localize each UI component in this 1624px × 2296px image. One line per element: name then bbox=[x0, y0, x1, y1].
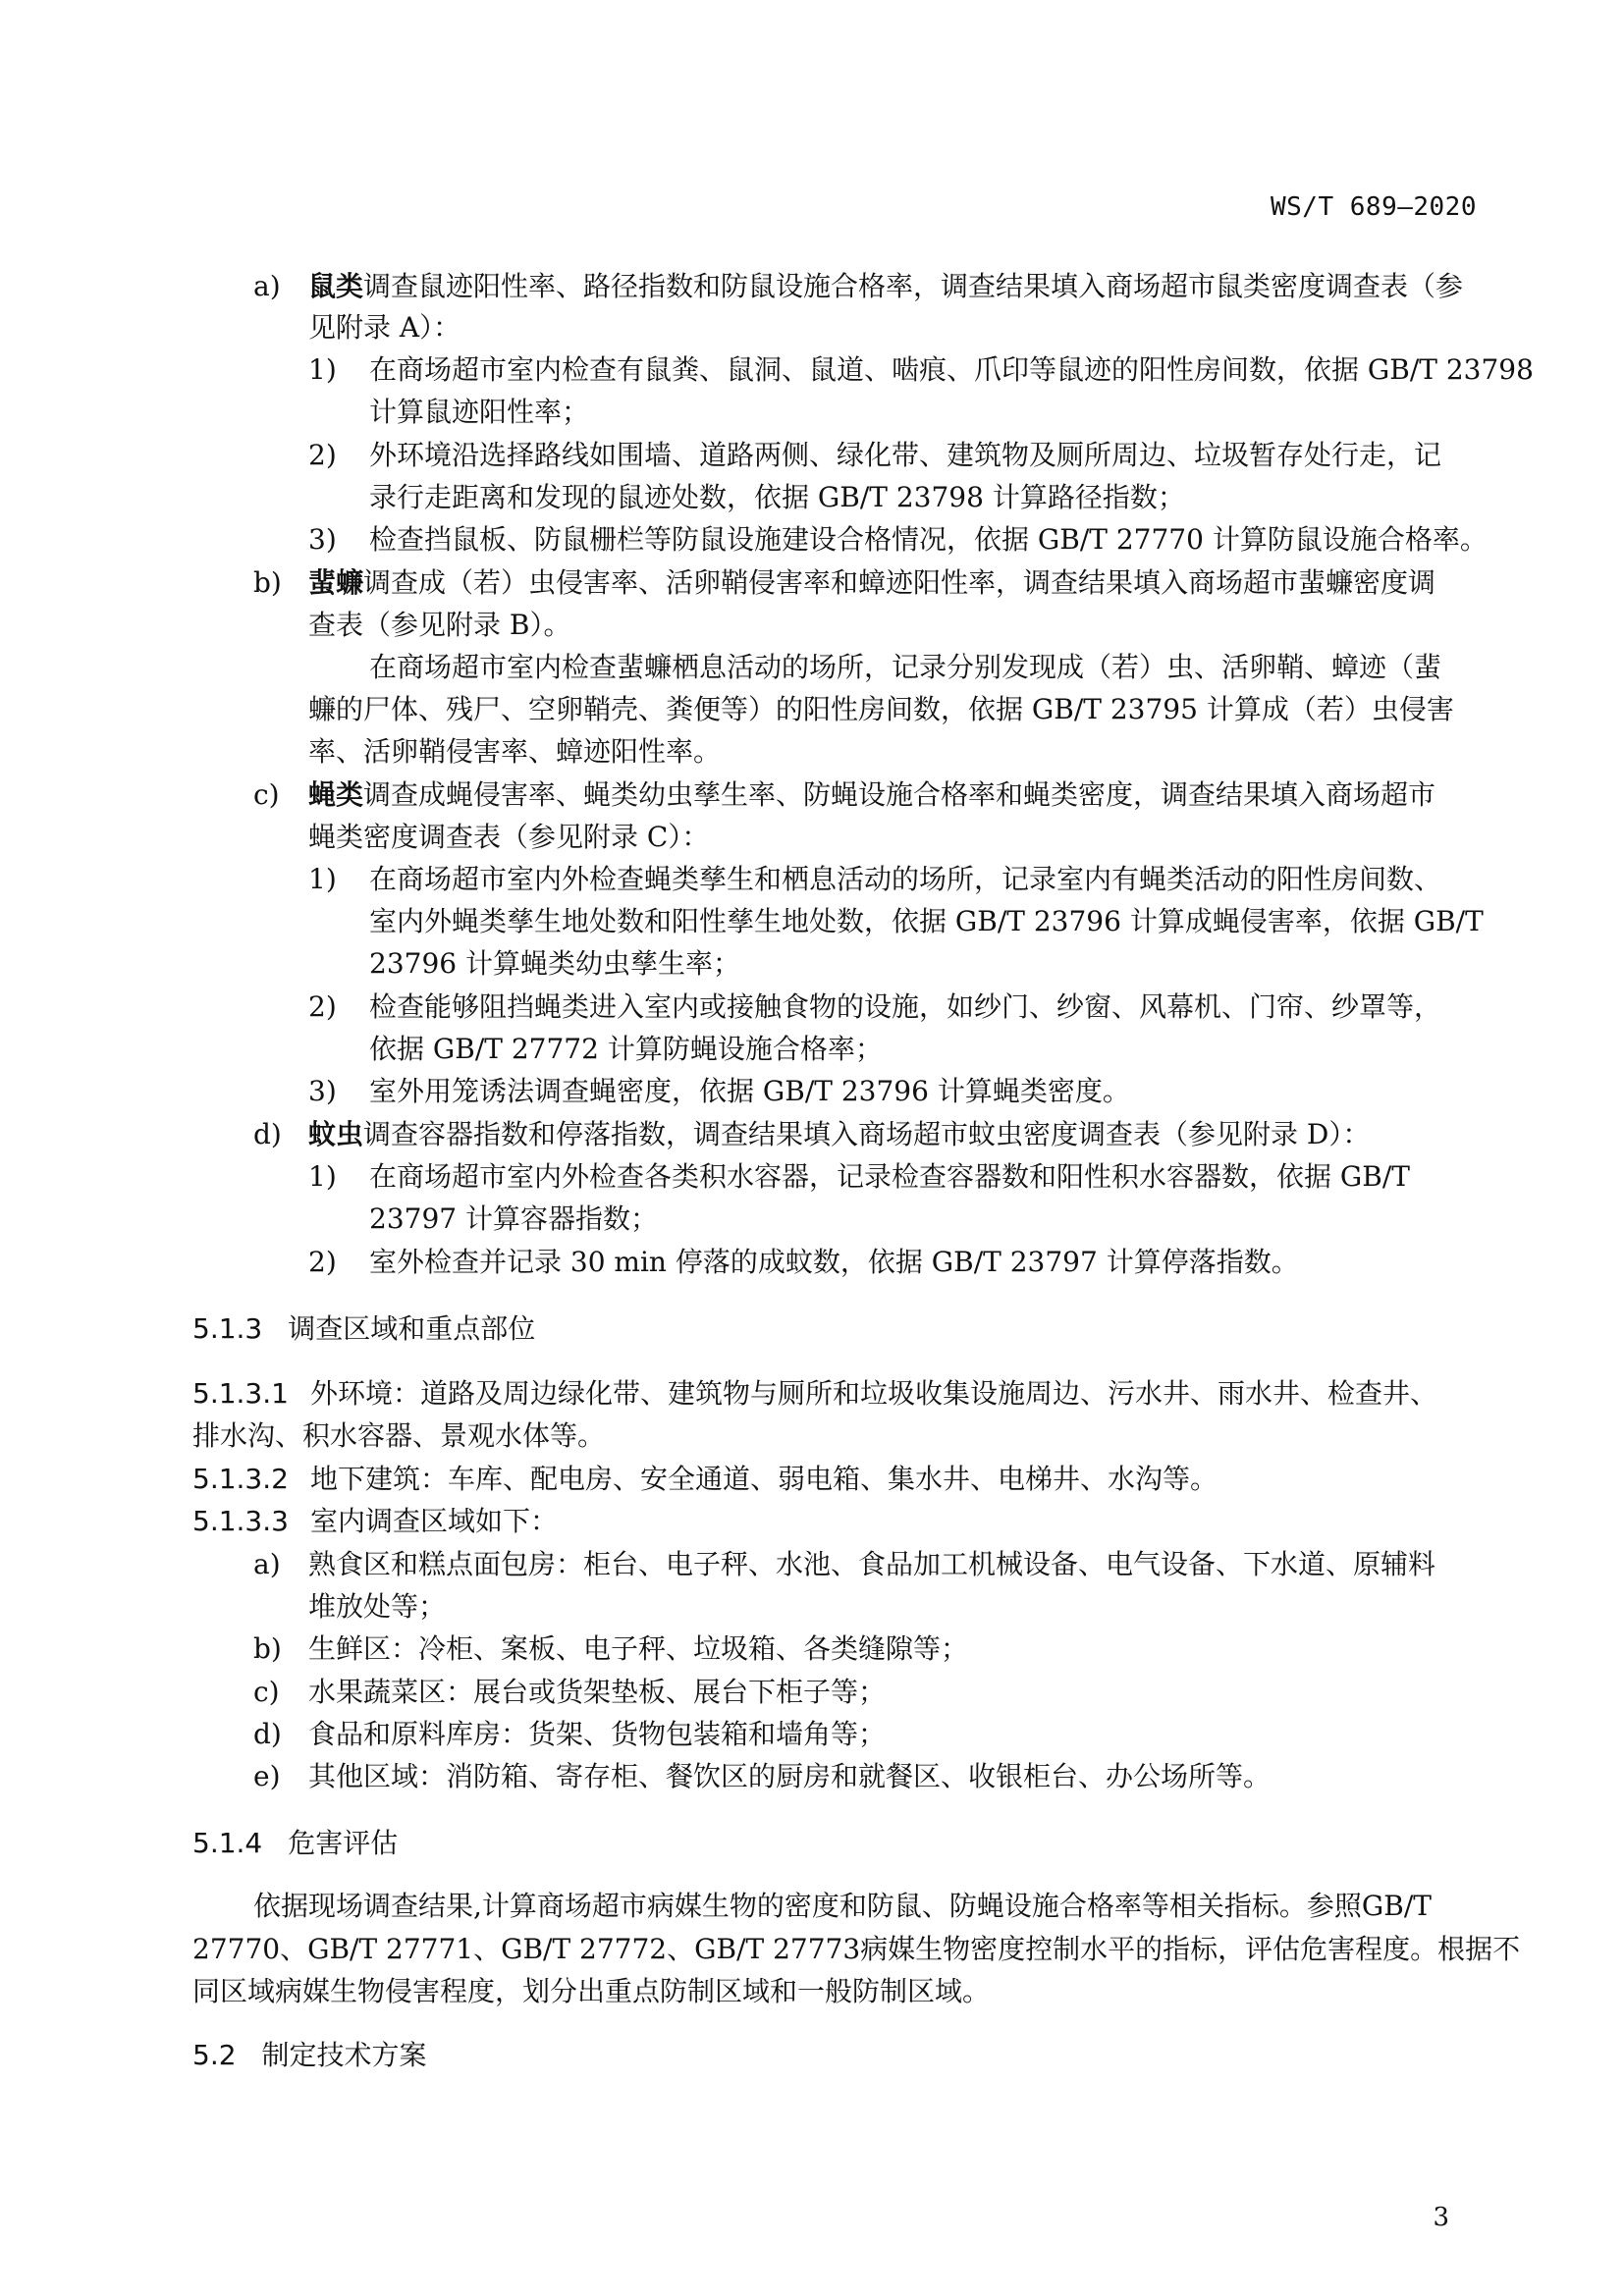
item-b-line bbox=[308, 563, 1435, 603]
section-heading bbox=[192, 1309, 535, 1349]
clause-number: 5.1.3.3 bbox=[192, 1505, 289, 1537]
item-marker: b) bbox=[253, 566, 282, 599]
sub-marker: 1) bbox=[308, 863, 337, 895]
sub-item-text: 在商场超市室内外检查各类积水容器，记录检查容器数和阳性积水容器数，依据 GB/T bbox=[369, 1160, 1410, 1193]
paragraph-text: 率、活卵鞘侵害率、蟑迹阳性率。 bbox=[308, 735, 722, 768]
item-text: 蝇类密度调查表（参见附录 C）： bbox=[308, 821, 710, 853]
clause-5-1-3-3 bbox=[192, 1502, 558, 1541]
sub-item-text: 室内外蝇类孳生地处数和阳性孳生地处数，依据 GB/T 23796 计算成蝇侵害率，依据 GB/T bbox=[369, 905, 1484, 937]
clause-text: 外环境：道路及周边绿化带、建筑物与厕所和垃圾收集设施周边、污水井、雨水井、检查井、 bbox=[309, 1377, 1437, 1410]
sub-marker: 2) bbox=[308, 439, 337, 471]
sub-item-text: 室外用笼诱法调查蝇密度，依据 GB/T 23796 计算蝇类密度。 bbox=[369, 1075, 1130, 1107]
paragraph-text: 依据现场调查结果,计算商场超市病媒生物的密度和防鼠、防蝇设施合格率等相关指标。参照GB/T bbox=[253, 1890, 1432, 1922]
item-text: 查表（参见附录 B）。 bbox=[308, 609, 571, 641]
term-mosquito: 蚊虫 bbox=[308, 1118, 364, 1150]
clause-text: 排水沟、积水容器、景观水体等。 bbox=[192, 1419, 606, 1452]
term-rodent: 鼠类 bbox=[308, 270, 364, 302]
section-heading bbox=[192, 1824, 398, 1863]
list-marker: b) bbox=[253, 1632, 282, 1665]
sub-marker: 2) bbox=[308, 990, 337, 1023]
item-marker: a) bbox=[253, 270, 281, 302]
list-item-text: 食品和原料库房：货架、货物包装箱和墙角等； bbox=[308, 1718, 887, 1750]
item-text: 调查成蝇侵害率、蝇类幼虫孳生率、防蝇设施合格率和蝇类密度，调查结果填入商场超市 bbox=[363, 778, 1436, 811]
sub-item-text: 计算鼠迹阳性率； bbox=[369, 396, 590, 428]
sub-marker: 1) bbox=[308, 1160, 337, 1193]
item-text: 调查容器指数和停落指数，调查结果填入商场超市蚊虫密度调查表（参见附录 D）： bbox=[363, 1118, 1371, 1150]
sub-item-text: 检查挡鼠板、防鼠栅栏等防鼠设施建设合格情况，依据 GB/T 27770 计算防鼠设施合格率。 bbox=[369, 523, 1488, 556]
sub-item-text: 检查能够阻挡蝇类进入室内或接触食物的设施，如纱门、纱窗、风幕机、门帘、纱罩等， bbox=[369, 990, 1442, 1023]
sub-item-text: 在商场超市室内外检查蝇类孳生和栖息活动的场所，记录室内有蝇类活动的阳性房间数、 bbox=[369, 863, 1442, 895]
page-number: 3 bbox=[1433, 2203, 1449, 2232]
paragraph-text: 在商场超市室内检查蜚蠊栖息活动的场所，记录分别发现成（若）虫、活卵鞘、蟑迹（蜚 bbox=[369, 651, 1442, 683]
sub-item-text: 23797 计算容器指数； bbox=[369, 1202, 658, 1235]
clause-5-1-3-1 bbox=[192, 1374, 1437, 1414]
section-title: 制定技术方案 bbox=[261, 2039, 427, 2071]
clause-text: 地下建筑：车库、配电房、安全通道、弱电箱、集水井、电梯井、水沟等。 bbox=[309, 1463, 1218, 1495]
sub-marker: 1) bbox=[308, 353, 337, 386]
item-a-line bbox=[308, 267, 1463, 306]
sub-item-text: 在商场超市室内检查有鼠粪、鼠洞、鼠道、啮痕、爪印等鼠迹的阳性房间数，依据 GB/T 23798 bbox=[369, 353, 1534, 386]
item-text: 见附录 A）： bbox=[308, 311, 461, 344]
sub-item-text: 依据 GB/T 27772 计算防蝇设施合格率； bbox=[369, 1033, 883, 1065]
list-item-text: 水果蔬菜区：展台或货架垫板、展台下柜子等； bbox=[308, 1676, 887, 1708]
list-item-text: 其他区域：消防箱、寄存柜、餐饮区的厨房和就餐区、收银柜台、办公场所等。 bbox=[308, 1760, 1272, 1792]
sub-item-text: 室外检查并记录 30 min 停落的成蚊数，依据 GB/T 23797 计算停落指数。 bbox=[369, 1246, 1299, 1278]
item-c-line bbox=[308, 775, 1435, 815]
section-title: 调查区域和重点部位 bbox=[288, 1312, 536, 1345]
section-number: 5.2 bbox=[192, 2039, 237, 2071]
section-heading bbox=[192, 2036, 427, 2075]
sub-item-text: 外环境沿选择路线如围墙、道路两侧、绿化带、建筑物及厕所周边、垃圾暂存处行走，记 bbox=[369, 439, 1442, 471]
term-fly: 蝇类 bbox=[308, 778, 364, 811]
list-marker: c) bbox=[253, 1676, 280, 1708]
clause-5-1-3-2 bbox=[192, 1460, 1218, 1499]
sub-item-text: 23796 计算蝇类幼虫孳生率； bbox=[369, 947, 740, 980]
item-text: 调查鼠迹阳性率、路径指数和防鼠设施合格率，调查结果填入商场超市鼠类密度调查表（参 bbox=[363, 270, 1464, 302]
list-marker: d) bbox=[253, 1718, 282, 1750]
clause-text: 室内调查区域如下： bbox=[309, 1505, 558, 1537]
sub-marker: 2) bbox=[308, 1246, 337, 1278]
clause-number: 5.1.3.1 bbox=[192, 1377, 289, 1410]
item-text: 调查成（若）虫侵害率、活卵鞘侵害率和蟑迹阳性率，调查结果填入商场超市蜚蠊密度调 bbox=[363, 566, 1436, 599]
list-marker: e) bbox=[253, 1760, 281, 1792]
list-item-text: 熟食区和糕点面包房：柜台、电子秤、水池、食品加工机械设备、电气设备、下水道、原辅料 bbox=[308, 1548, 1436, 1580]
item-marker: d) bbox=[253, 1118, 282, 1150]
clause-number: 5.1.3.2 bbox=[192, 1463, 289, 1495]
list-marker: a) bbox=[253, 1548, 281, 1580]
list-item-text: 堆放处等； bbox=[308, 1590, 447, 1623]
section-number: 5.1.3 bbox=[192, 1312, 263, 1345]
sub-marker: 3) bbox=[308, 1075, 337, 1107]
section-number: 5.1.4 bbox=[192, 1827, 263, 1859]
item-d-line bbox=[308, 1115, 1370, 1154]
paragraph-text: 同区域病媒生物侵害程度，划分出重点防制区域和一般防制区域。 bbox=[192, 1975, 991, 2007]
sub-marker: 3) bbox=[308, 523, 337, 556]
document-id: WS/T 689—2020 bbox=[1271, 192, 1477, 222]
paragraph-text: 蠊的尸体、残尸、空卵鞘壳、粪便等）的阳性房间数，依据 GB/T 23795 计算成（若）虫侵害 bbox=[308, 693, 1454, 725]
item-marker: c) bbox=[253, 778, 280, 811]
paragraph-text: 27770、GB/T 27771、GB/T 27772、GB/T 27773病媒生物密度控制水平的指标，评估危害程度。根据不 bbox=[192, 1933, 1521, 1965]
list-item-text: 生鲜区：冷柜、案板、电子秤、垃圾箱、各类缝隙等； bbox=[308, 1632, 969, 1665]
sub-item-text: 录行走距离和发现的鼠迹处数，依据 GB/T 23798 计算路径指数； bbox=[369, 481, 1185, 513]
section-title: 危害评估 bbox=[288, 1827, 399, 1859]
term-cockroach: 蜚蠊 bbox=[308, 566, 364, 599]
